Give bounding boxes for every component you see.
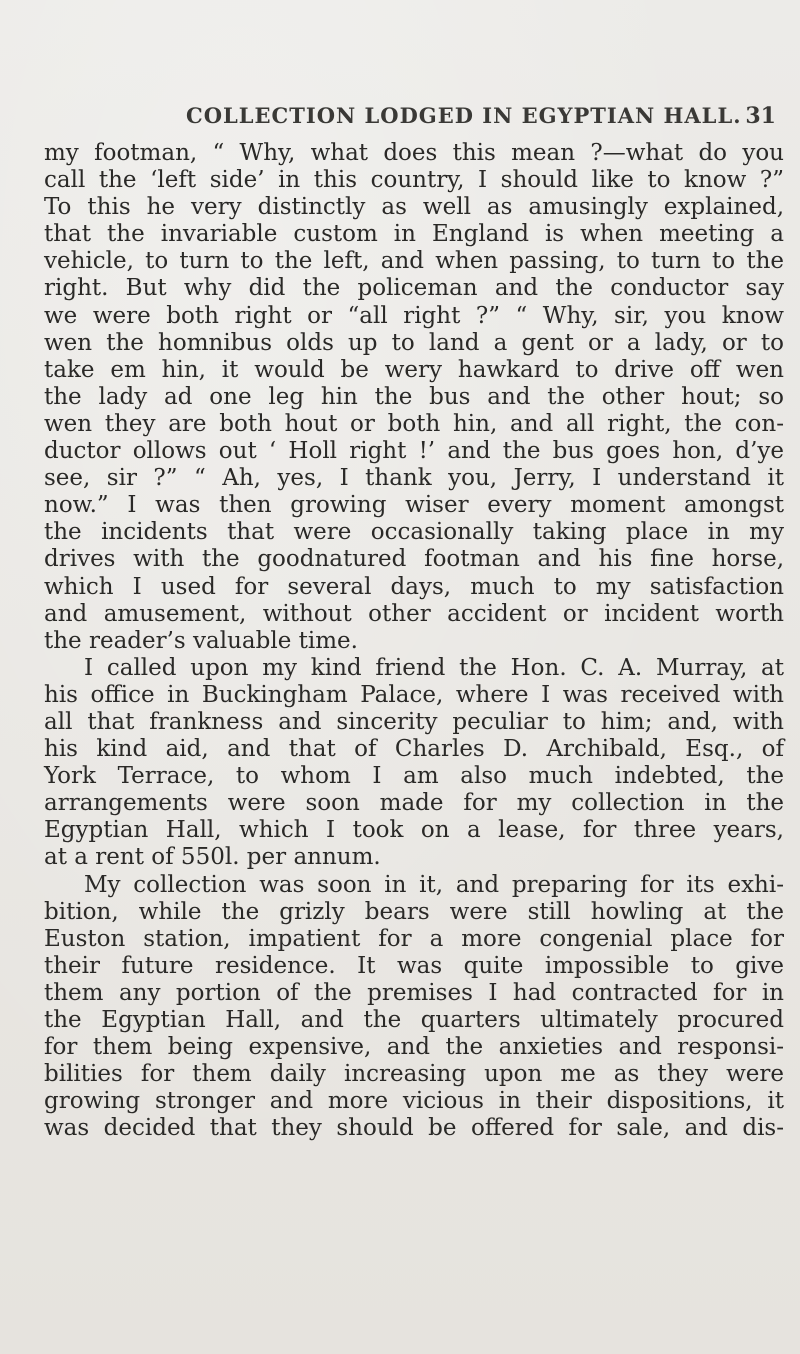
text-line: the reader’s valuable time. (44, 627, 358, 654)
text-line: was decided that they should be offered for sale, and dis- (44, 1115, 784, 1142)
text-line: see, sir ?” “ Ah, yes, I thank you, Jerry, I understand it (44, 465, 784, 492)
body-text (44, 140, 784, 1142)
text-line: for them being expensive, and the anxieties and responsi- (44, 1034, 784, 1061)
text-line: at a rent of 550l. per annum. (44, 844, 381, 871)
text-line: wen they are both hout or both hin, and all right, the con- (44, 410, 784, 437)
page-number: 31 (745, 103, 776, 129)
text-line: that the invariable custom in England is when meeting a (44, 221, 784, 248)
text-line: their future residence. It was quite impossible to give (44, 952, 784, 979)
text-line: bilities for them daily increasing upon me as they were (44, 1061, 784, 1088)
text-line: ductor ollows out ‘ Holl right !’ and the bus goes hon, d’ye (44, 438, 784, 465)
text-line: drives with the goodnatured footman and his fine horse, (44, 546, 784, 573)
text-line: I called upon my kind friend the Hon. C. A. Murray, at (84, 654, 784, 681)
text-line: right. But why did the policeman and the conductor say (44, 275, 784, 302)
text-line: his office in Buckingham Palace, where I was received with (44, 681, 784, 708)
text-line: To this he very distinctly as well as amusingly explained, (44, 194, 784, 221)
text-line: take em hin, it would be wery hawkard to drive off wen (44, 356, 784, 383)
text-line: Egyptian Hall, which I took on a lease, for three years, (44, 817, 784, 844)
text-line: Euston station, impatient for a more congenial place for (44, 925, 784, 952)
text-line: My collection was soon in it, and preparing for its exhi- (84, 871, 784, 898)
text-line: arrangements were soon made for my collection in the (44, 790, 784, 817)
text-line: vehicle, to turn to the left, and when passing, to turn to the (44, 248, 784, 275)
text-line: the incidents that were occasionally taking place in my (44, 519, 784, 546)
text-line: bition, while the grizly bears were still howling at the (44, 898, 784, 925)
text-line: call the ‘left side’ in this country, I should like to know ?” (44, 167, 784, 194)
text-line: York Terrace, to whom I am also much indebted, the (44, 763, 784, 790)
text-line: we were both right or “all right ?” “ Why, sir, you know (44, 302, 784, 329)
text-line: wen the homnibus olds up to land a gent or a lady, or to (44, 329, 784, 356)
text-line: the Egyptian Hall, and the quarters ultimately procured (44, 1007, 784, 1033)
text-line: now.” I was then growing wiser every moment amongst (44, 492, 784, 519)
text-line: growing stronger and more vicious in their dispositions, it (44, 1088, 784, 1115)
text-line: all that frankness and sincerity peculiar to him; and, with (44, 708, 784, 735)
page-header (186, 103, 776, 133)
running-head: COLLECTION LODGED IN EGYPTIAN HALL. (186, 103, 742, 128)
text-line: and amusement, without other accident or incident worth (44, 600, 784, 627)
text-line: his kind aid, and that of Charles D. Archibald, Esq., of (44, 736, 784, 763)
text-line: the lady ad one leg hin the bus and the other hout; so (44, 383, 784, 410)
text-line: which I used for several days, much to my satisfaction (44, 573, 784, 600)
text-line: my footman, “ Why, what does this mean ?—what do you (44, 140, 784, 166)
text-line: them any portion of the premises I had contracted for in (44, 979, 784, 1006)
